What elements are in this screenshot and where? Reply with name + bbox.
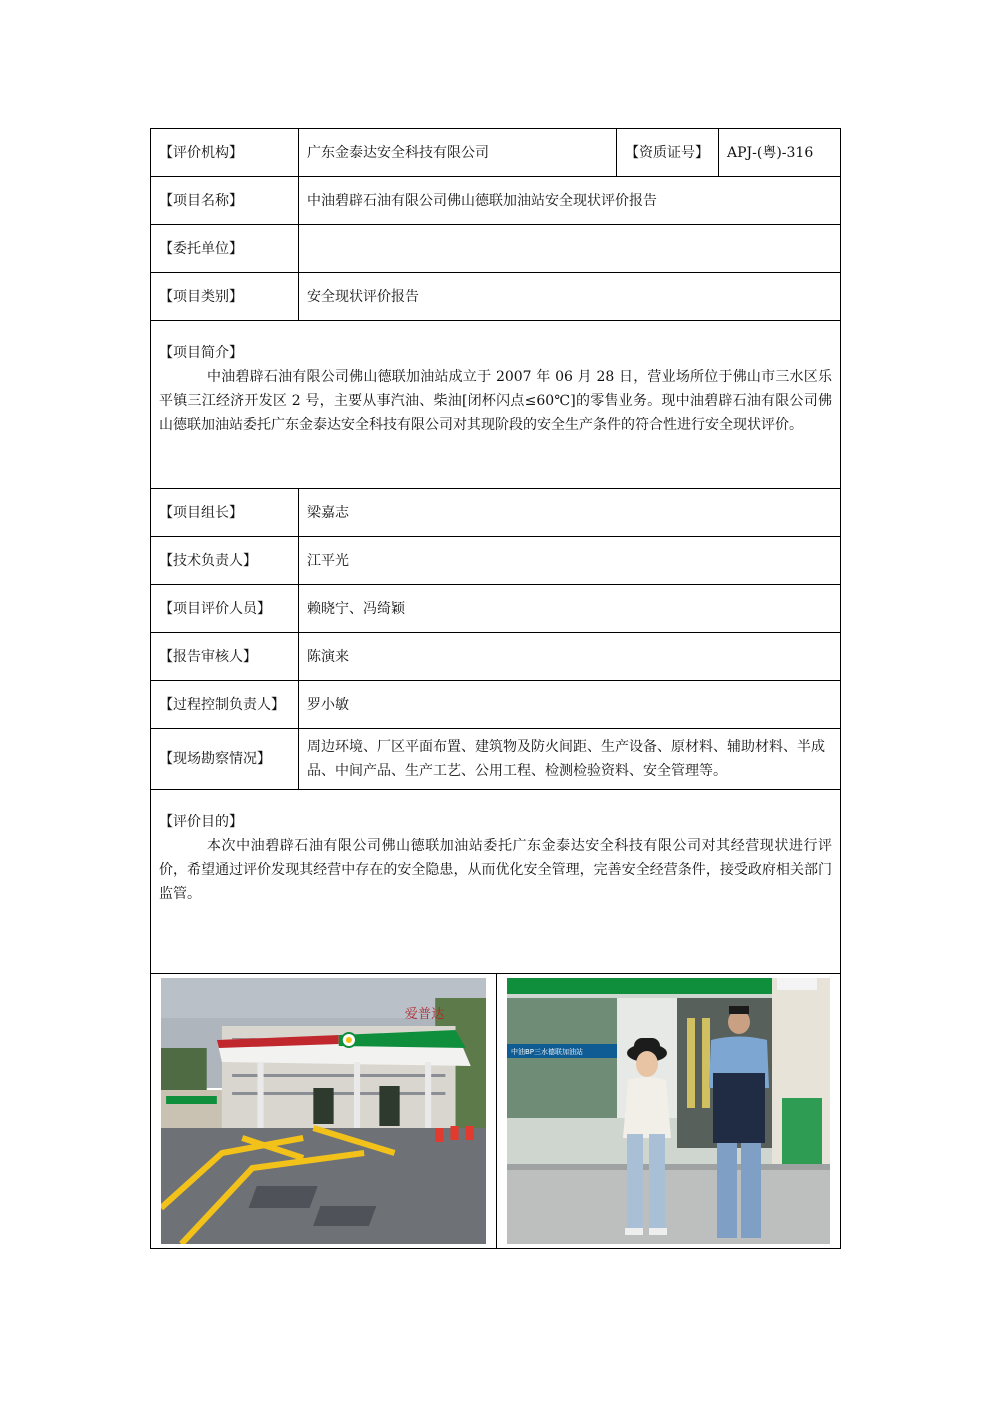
purpose-text: 本次中油碧辟石油有限公司佛山德联加油站委托广东金泰达安全科技有限公司对其经营现状进行评价，希望通过评价发现其经营中存在的安全隐患，从而优化安全管理，完善安全经营条件，接受政府相关部门监管。 (159, 838, 832, 902)
evaluators-label: 【项目评价人员】 (151, 585, 299, 633)
category-value: 安全现状评价报告 (299, 273, 841, 321)
survey-label: 【现场勘察情况】 (151, 729, 299, 790)
evaluators-value: 赖晓宁、冯绮颖 (299, 585, 841, 633)
process-label: 【过程控制负责人】 (151, 681, 299, 729)
category-label: 【项目类别】 (151, 273, 299, 321)
leader-value: 梁嘉志 (299, 489, 841, 537)
site-survey-photo (507, 978, 830, 1244)
reviewer-label: 【报告审核人】 (151, 633, 299, 681)
intro-heading: 【项目简介】 (159, 345, 243, 361)
cert-label: 【资质证号】 (617, 129, 719, 177)
station-roof-sign: 爱普达 (404, 1007, 445, 1022)
org-label: 【评价机构】 (151, 129, 299, 177)
intro-text: 中油碧辟石油有限公司佛山德联加油站成立于 2007 年 06 月 28 日，营业场所位于佛山市三水区乐平镇三江经济开发区 2 号，主要从事汽油、柴油[闭杯闪点≤60℃]的零售业务。现中油碧辟石油有限公司佛山德联加油站委托广东金泰达安全科技有限公司对其现阶段的安全生产条件的符合性进行安全现状评价。 (159, 369, 832, 433)
photo-site-cell (497, 974, 841, 1249)
reviewer-value: 陈演来 (299, 633, 841, 681)
gas-station-photo (161, 978, 486, 1244)
client-label: 【委托单位】 (151, 225, 299, 273)
org-value: 广东金泰达安全科技有限公司 (299, 129, 617, 177)
purpose-cell (151, 790, 841, 974)
process-value: 罗小敏 (299, 681, 841, 729)
store-banner-sign: 中油BP三水德联加油站 (511, 1048, 584, 1056)
cert-value: APJ-(粤)-316 (719, 129, 841, 177)
photo-station-cell (151, 974, 497, 1249)
survey-value: 周边环境、厂区平面布置、建筑物及防火间距、生产设备、原材料、辅助材料、半成品、中间产品、生产工艺、公用工程、检测检验资料、安全管理等。 (299, 729, 841, 790)
leader-label: 【项目组长】 (151, 489, 299, 537)
project-name-value: 中油碧辟石油有限公司佛山德联加油站安全现状评价报告 (299, 177, 841, 225)
intro-cell (151, 321, 841, 489)
report-form (150, 128, 840, 1249)
project-name-label: 【项目名称】 (151, 177, 299, 225)
client-value (299, 225, 841, 273)
info-table (150, 128, 841, 1249)
tech-label: 【技术负责人】 (151, 537, 299, 585)
purpose-heading: 【评价目的】 (159, 814, 243, 830)
tech-value: 江平光 (299, 537, 841, 585)
